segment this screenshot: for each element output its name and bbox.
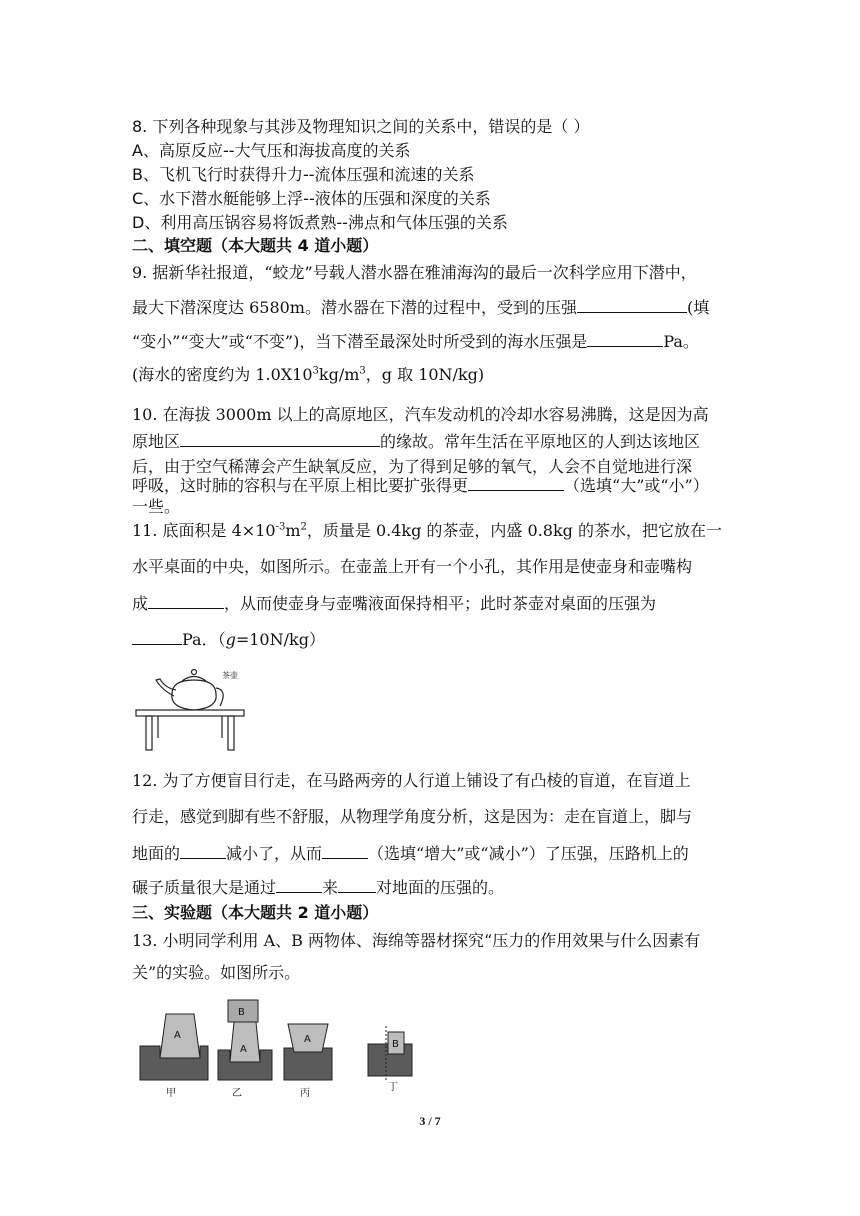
teapot-on-table-figure	[132, 660, 250, 756]
q8-option-d: D、利用高压锅容易将饭煮熟--沸点和气体压强的关系	[132, 213, 508, 232]
q8-stem: 8. 下列各种现象与其涉及物理知识之间的关系中，错误的是（ ）	[132, 117, 590, 136]
q12-line-1: 12. 为了方便盲目行走，在马路两旁的人行道上铺设了有凸棱的盲道，在盲道上	[132, 771, 691, 790]
q9-line-1: 9. 据新华社报道，“蛟龙”号载人潜水器在雅浦海沟的最后一次科学应用下潜中，	[132, 263, 697, 282]
answer-blank	[276, 876, 322, 893]
answer-blank	[587, 330, 663, 347]
answer-blank	[180, 430, 380, 447]
pressure-experiment-figure	[136, 996, 436, 1102]
q13-line-2: 关”的实验。如图所示。	[132, 963, 301, 982]
answer-blank	[577, 296, 687, 313]
block-a-label: A	[174, 1030, 181, 1041]
q11-line-1: 11. 底面积是 $4\times 10^{-3}m^2$，质量是 0.4kg 的茶壶，内盛 0.8kg 的茶水，把它放在一	[132, 521, 722, 540]
block-a-label: A	[304, 1034, 311, 1045]
figure-label-ding: 丁	[388, 1082, 398, 1093]
block-a-label: A	[240, 1044, 247, 1055]
q10-line-2: 原地区 的缘故。常年生活在平原地区的人到达该地区	[132, 432, 701, 451]
q8-option-b: B、飞机飞行时获得升力--流体压强和流速的关系	[132, 165, 475, 184]
q12-line-3: 地面的 减小了，从而 （选填“增大”或“减小”）了压强，压路机上的	[132, 844, 689, 863]
answer-blank	[180, 842, 226, 859]
answer-blank	[148, 592, 224, 609]
q11-line-3: 成 ，从而使壶身与壶嘴液面保持相平；此时茶壶对桌面的压强为	[132, 594, 657, 613]
block-b-label: B	[392, 1039, 399, 1050]
q10-line-5: 一些。	[132, 497, 181, 516]
figure-label-jia: 甲	[166, 1088, 176, 1099]
figure-label-bing: 丙	[300, 1088, 310, 1099]
teapot-figure-label: 茶壶	[222, 671, 238, 680]
block-b-label: B	[238, 1007, 245, 1018]
q9-line-2: 最大下潜深度达 6580m。潜水器在下潜的过程中，受到的压强 (填	[132, 298, 710, 317]
q9-line-3: “变小”“变大”或“不变”)，当下潜至最深处时所受到的海水压强是 Pa。	[132, 332, 699, 351]
q10-line-4: 呼吸，这时肺的容积与在平原上相比要扩张得更 （选填“大”或“小”）	[132, 476, 709, 495]
q8-option-c: C、水下潜水艇能够上浮--液体的压强和深度的关系	[132, 189, 491, 208]
q11-line-2: 水平桌面的中央，如图所示。在壶盖上开有一个小孔，其作用是使壶身和壶嘴构	[132, 557, 693, 576]
answer-blank	[468, 474, 564, 491]
answer-blank	[322, 842, 368, 859]
answer-blank	[132, 628, 182, 645]
page-number: 3 / 7	[419, 1114, 441, 1128]
q12-line-2: 行走，感觉到脚有些不舒服，从物理学角度分析，这是因为：走在盲道上，脚与	[132, 807, 693, 826]
q9-line-4: (海水的密度约为 $1.0X10^3kg/m^3$，g 取 10N/kg)	[132, 365, 485, 384]
q11-line-4: Pa．（g=10N/kg）	[132, 628, 325, 651]
section-heading-experiment: 三、实验题（本大题共 2 道小题）	[132, 903, 379, 922]
section-heading-fill-in: 二、填空题（本大题共 4 道小题）	[132, 236, 379, 255]
q12-line-4: 碾子质量很大是通过 来 对地面的压强的。	[132, 878, 505, 897]
q8-option-a: A、高原反应--大气压和海拔高度的关系	[132, 141, 411, 160]
q10-line-1: 10. 在海拔 3000m 以上的高原地区，汽车发动机的冷却水容易沸腾，这是因为高	[132, 405, 709, 424]
answer-blank	[338, 876, 376, 893]
figure-label-yi: 乙	[232, 1088, 242, 1099]
q10-line-3: 后，由于空气稀薄会产生缺氧反应，为了得到足够的氧气，人会不自觉地进行深	[132, 457, 693, 476]
q13-line-1: 13. 小明同学利用 A、B 两物体、海绵等器材探究“压力的作用效果与什么因素有	[132, 931, 701, 950]
